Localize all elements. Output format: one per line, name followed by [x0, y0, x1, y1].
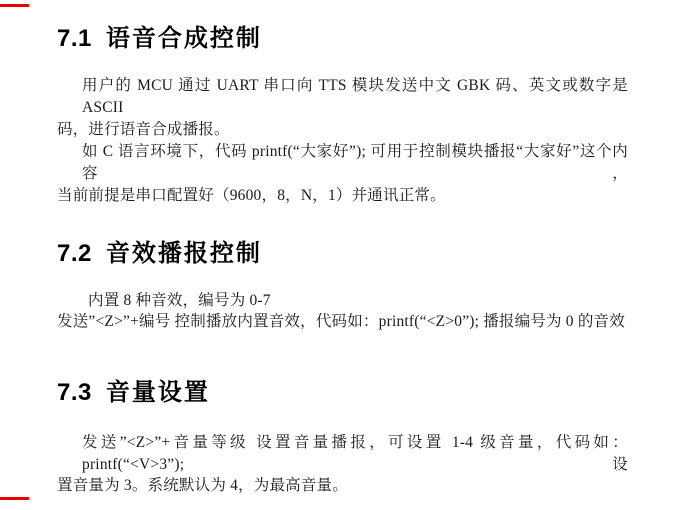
section-heading-7-3 — [57, 380, 210, 406]
paragraph-line: 用户的 MCU 通过 UART 串口向 TTS 模块发送中文 GBK 码、英文或数字是 ASCII — [82, 77, 628, 116]
section-heading-7-1 — [57, 26, 262, 52]
section-title: 语音合成控制 — [105, 25, 262, 52]
paragraph-line: 置音量为 3。系统默认为 4，为最高音量。 — [57, 477, 348, 494]
section-7-1-body — [57, 75, 628, 207]
crop-mark-bottom — [0, 497, 29, 500]
paragraph-line: 当前前提是串口配置好（9600，8，N，1）并通讯正常。 — [57, 187, 446, 204]
paragraph-line: 码，进行语音合成播报。 — [57, 121, 230, 138]
section-number: 7.2 — [57, 240, 92, 267]
paragraph-line: 发送”<Z>”+编号 控制播放内置音效，代码如：printf(“<Z>0”); 播报编号为 0 的音效 — [57, 313, 625, 330]
section-title: 音量设置 — [105, 379, 210, 406]
section-number: 7.3 — [57, 379, 92, 406]
section-7-3-body — [57, 432, 628, 497]
crop-mark-top — [0, 4, 29, 7]
paragraph-line: 内置 8 种音效，编号为 0-7 — [88, 292, 271, 309]
paragraph-line: 如 C 语言环境下，代码 printf(“大家好”); 可用于控制模块播报“大家好”这个内容， — [82, 143, 628, 182]
section-number: 7.1 — [57, 25, 92, 52]
section-title: 音效播报控制 — [105, 240, 262, 267]
section-7-2-body — [57, 290, 628, 332]
paragraph-line: 发送”<Z>”+音量等级 设置音量播报，可设置 1-4 级音量，代码如：printf(“<V>3”); 设 — [82, 434, 628, 473]
section-heading-7-2 — [57, 241, 262, 267]
